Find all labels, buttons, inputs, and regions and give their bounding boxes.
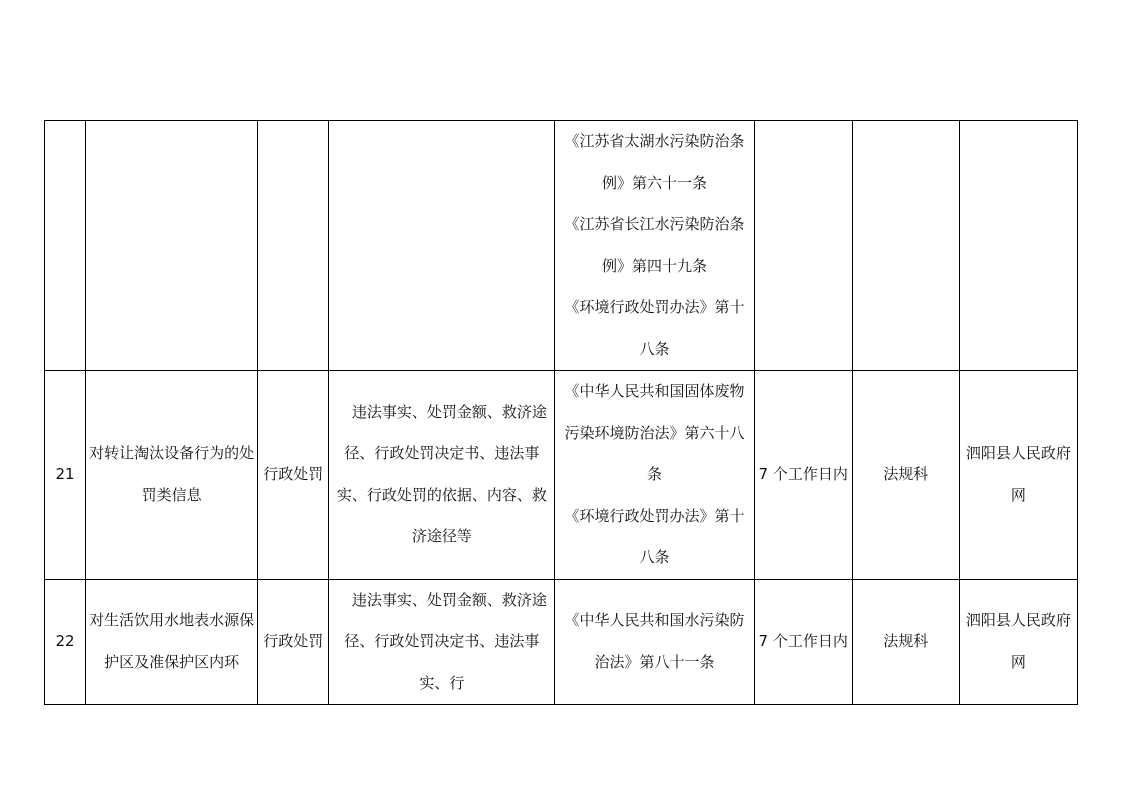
row-number (45, 121, 86, 371)
item-category: 行政处罚 (258, 371, 329, 580)
department: 法规科 (852, 371, 959, 580)
channel (959, 121, 1077, 371)
basis-line: 《中华人民共和国水污染防治法》第八十一条 (564, 611, 745, 671)
item-name (86, 121, 258, 371)
basis-line: 《环境行政处罚办法》第十八条 (564, 298, 745, 358)
row-number: 21 (45, 371, 86, 580)
table-row (45, 371, 1078, 580)
basis-line: 《环境行政处罚办法》第十八条 (564, 506, 745, 566)
channel: 泗阳县人民政府网 (959, 371, 1077, 580)
department (852, 121, 959, 371)
row-number: 22 (45, 579, 86, 705)
legal-basis (555, 371, 754, 580)
table-row (45, 121, 1078, 371)
legal-basis (555, 579, 754, 705)
item-category (258, 121, 329, 371)
time-limit: 7 个工作日内 (754, 579, 852, 705)
item-category: 行政处罚 (258, 579, 329, 705)
item-name: 对生活饮用水地表水源保护区及准保护区内环 (86, 579, 258, 705)
disclosure-table (44, 120, 1078, 705)
item-content: 违法事实、处罚金额、救济途径、行政处罚决定书、违法事实、行政处罚的依据、内容、救济途径等 (329, 371, 555, 580)
time-limit: 7 个工作日内 (754, 371, 852, 580)
item-content: 违法事实、处罚金额、救济途径、行政处罚决定书、违法事实、行 (329, 579, 555, 705)
basis-line: 《江苏省太湖水污染防治条例》第六十一条 (564, 132, 745, 192)
table-row (45, 579, 1078, 705)
item-name: 对转让淘汰设备行为的处罚类信息 (86, 371, 258, 580)
legal-basis (555, 121, 754, 371)
department: 法规科 (852, 579, 959, 705)
time-limit (754, 121, 852, 371)
channel: 泗阳县人民政府网 (959, 579, 1077, 705)
basis-line: 《中华人民共和国固体废物污染环境防治法》第六十八条 (564, 382, 745, 483)
basis-line: 《江苏省长江水污染防治条例》第四十九条 (564, 215, 745, 275)
item-content (329, 121, 555, 371)
